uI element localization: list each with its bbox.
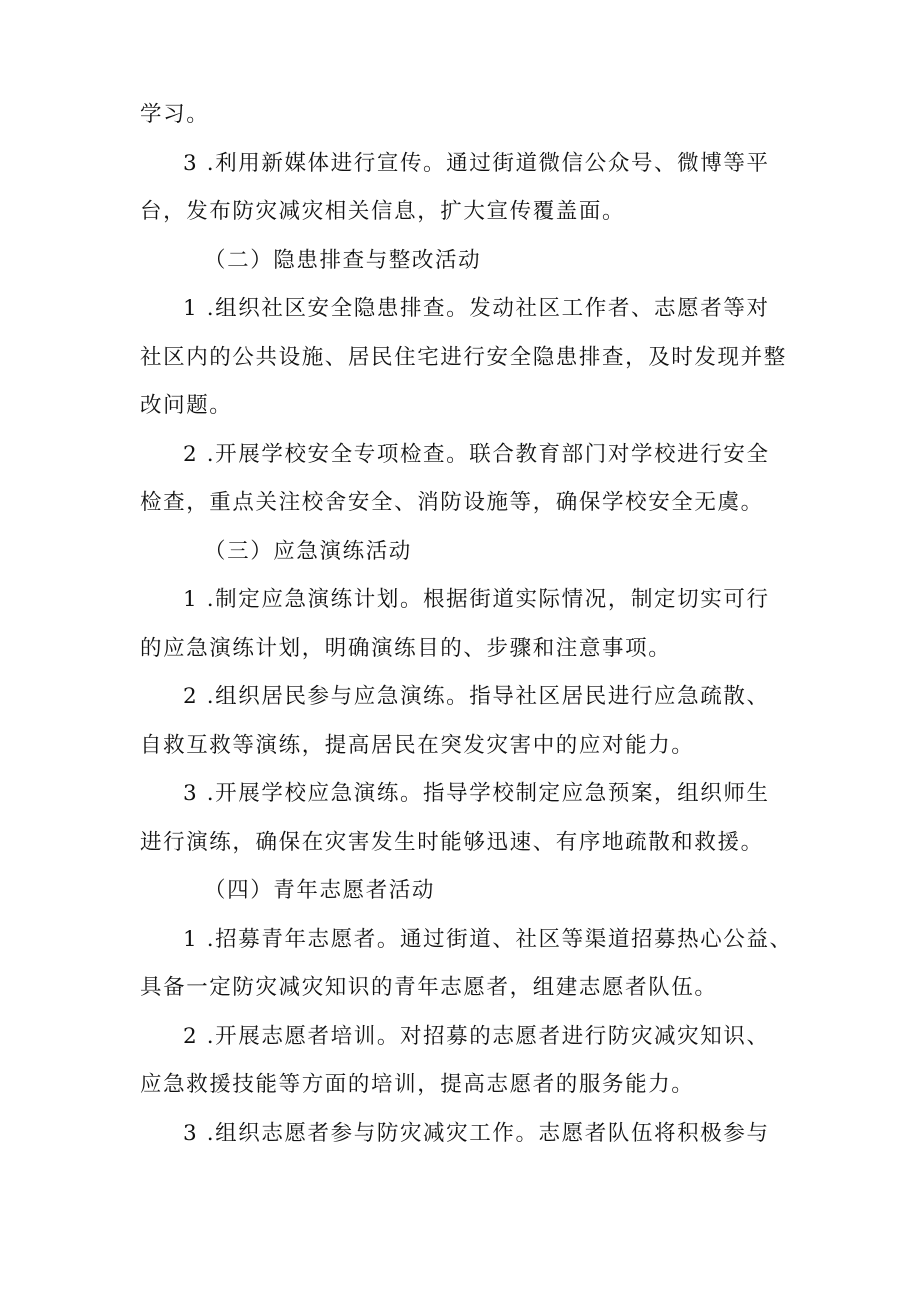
list-item-continuation: 自救互救等演练，提高居民在突发灾害中的应对能力。 (140, 732, 695, 758)
list-item-continuation: 改问题。 (140, 393, 233, 418)
list-item-continuation: 应急救援技能等方面的培训，提高志愿者的服务能力。 (140, 1072, 695, 1097)
list-item-continuation: 进行演练，确保在灾害发生时能够迅速、有序地疏散和救援。 (140, 829, 764, 855)
list-item-continuation: 检查，重点关注校舍安全、消防设施等，确保学校安全无虞。 (140, 490, 764, 515)
list-item-continuation: 社区内的公共设施、居民住宅进行安全隐患排查，及时发现并整 (140, 344, 787, 370)
list-item-first-line: 2 .开展志愿者培训。对招募的志愿者进行防灾减灾知识、 (183, 1023, 770, 1049)
paragraph-continuation: 学习。 (140, 102, 210, 127)
list-item-continuation: 具备一定防灾减灾知识的青年志愿者，组建志愿者队伍。 (140, 975, 718, 1000)
list-item-first-line: 1 .组织社区安全隐患排查。发动社区工作者、志愿者等对 (183, 296, 770, 321)
list-item-first-line: 3 .利用新媒体进行宣传。通过街道微信公众号、微博等平 (183, 150, 770, 176)
list-item-continuation: 的应急演练计划，明确演练目的、步骤和注意事项。 (140, 635, 672, 661)
list-item-first-line: 3 .组织志愿者参与防灾减灾工作。志愿者队伍将积极参与 (183, 1120, 770, 1146)
section-heading: （四）青年志愿者活动 (204, 878, 436, 903)
section-heading: （三）应急演练活动 (204, 538, 412, 564)
section-heading: （二）隐患排查与整改活动 (204, 247, 482, 273)
list-item-first-line: 2 .组织居民参与应急演练。指导社区居民进行应急疏散、 (183, 684, 770, 709)
list-item-continuation: 台，发布防灾减灾相关信息，扩大宣传覆盖面。 (140, 199, 626, 224)
document-body (140, 91, 793, 1158)
list-item-first-line: 2 .开展学校安全专项检查。联合教育部门对学校进行安全 (183, 441, 770, 467)
list-item-first-line: 1 .制定应急演练计划。根据街道实际情况，制定切实可行 (183, 587, 770, 612)
list-item-first-line: 1 .招募青年志愿者。通过街道、社区等渠道招募热心公益、 (183, 926, 793, 952)
list-item-first-line: 3 .开展学校应急演练。指导学校制定应急预案，组织师生 (183, 781, 770, 806)
